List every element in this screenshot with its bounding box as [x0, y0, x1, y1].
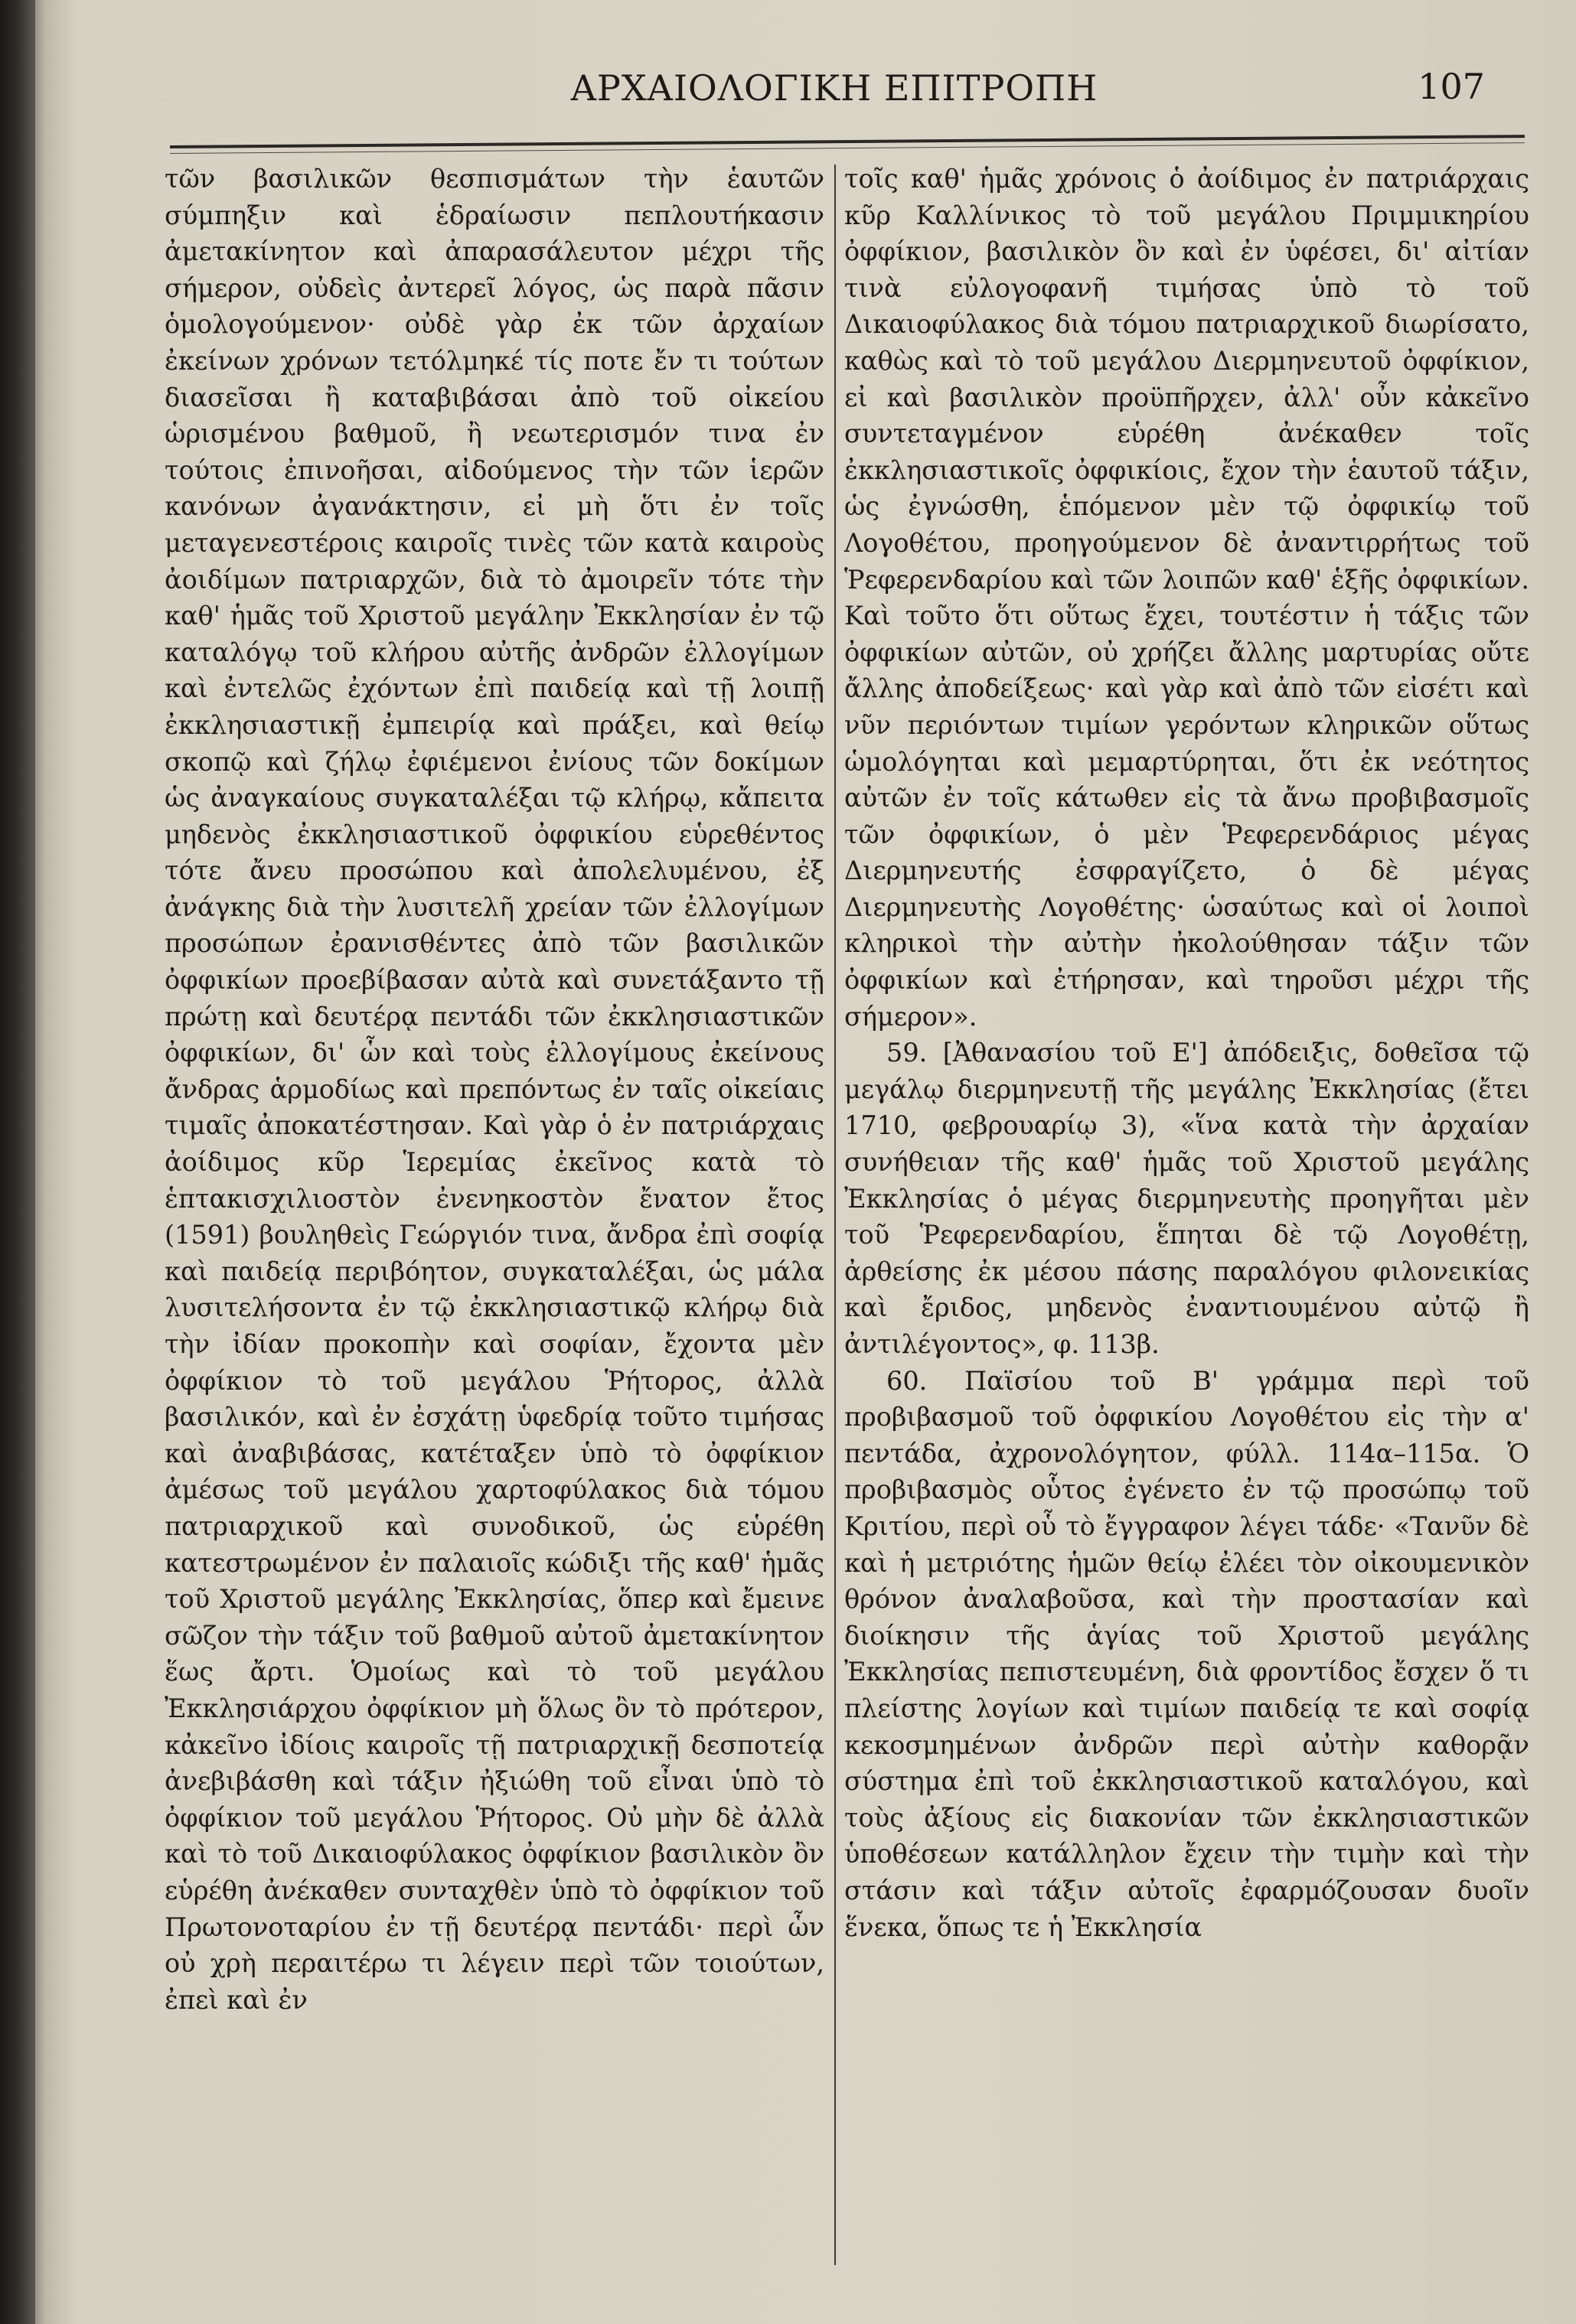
entry-59: 59. [Ἀθανασίου τοῦ Ε'] ἀπόδειξις, δοθεῖσα τῷ μεγάλῳ διερμηνευτῇ τῆς μεγάλης Ἐκκλησίας (ἔτει 1710, φεβρουαρίῳ 3), «ἵνα κατὰ τὴν ἀρχαίαν συνήθειαν τῆς καθ' ἡμᾶς τοῦ Χριστοῦ μεγάλης Ἐκκλησίας ὁ μέγας διερμηνευτὴς προηγῆται μὲν τοῦ Ῥεφερενδαρίου, ἕπηται δὲ τῷ Λογοθέτῃ, ἀρθείσης ἐκ μέσου πάσης παραλόγου φιλονεικίας καὶ ἔριδος, μηδενὸς ἐναντιουμένου αὐτῷ ἢ ἀντιλέγοντος», φ. 113β.: [844, 1038, 1529, 1359]
right-paragraph-continuation: τοῖς καθ' ἡμᾶς χρόνοις ὁ ἀοίδιμος ἐν πατριάρχαις κῦρ Καλλίνικος τὸ τοῦ μεγάλου Πριμμικηρίου ὀφφίκιον, βασιλικὸν ὂν καὶ ἐν ὑφέσει, δι' αἰτίαν τινὰ εὐλογοφανῆ τιμήσας ὑπὸ τὸ τοῦ Δικαιοφύλακος διὰ τόμου πατριαρχικοῦ διωρίσατο, καθὼς καὶ τὸ τοῦ μεγάλου Διερμηνευτοῦ ὀφφίκιον, εἰ καὶ βασιλικὸν προϋπῆρχεν, ἀλλ' οὖν κἀκεῖνο συντεταγμένον εὑρέθη ἀνέκαθεν τοῖς ἐκκλησιαστικοῖς ὀφφικίοις, ἔχον τὴν ἑαυτοῦ τάξιν, ὡς ἐγνώσθη, ἑπόμενον μὲν τῷ ὀφφικίῳ τοῦ Λογοθέτου, προηγούμενον δὲ ἀναντιρρήτως τοῦ Ῥεφερενδαρίου καὶ τῶν λοιπῶν καθ' ἑξῆς ὀφφικίων. Καὶ τοῦτο ὅτι οὕτως ἔχει, τουτέστιν ἡ τάξις τῶν ὀφφικίων αὐτῶν, οὐ χρήζει ἄλλης μαρτυρίας οὔτε ἄλλης ἀποδείξεως· καὶ γὰρ καὶ ἀπὸ τῶν εἰσέτι καὶ νῦν περιόντων τιμίων γερόντων κληρικῶν οὕτως ὡμολόγηται καὶ μεμαρτύρηται, ὅτι ἐκ νεότητος αὐτῶν ἐν τοῖς κάτωθεν εἰς τὰ ἄνω προβιβασμοῖς τῶν ὀφφικίων, ὁ μὲν Ῥεφερενδάριος μέγας Διερμηνευτής ἐσφραγίζετο, ὁ δὲ μέγας Διερμηνευτὴς Λογοθέτης· ὡσαύτως καὶ οἱ λοιποὶ κληρικοὶ τὴν αὐτὴν ἠκολούθησαν τάξιν τῶν ὀφφικίων καὶ ἐτήρησαν, καὶ τηροῦσι μέχρι τῆς σήμερον».: [844, 164, 1529, 1032]
right-column: [844, 161, 1529, 2303]
page-number: 107: [1418, 66, 1485, 107]
left-column-text: τῶν βασιλικῶν θεσπισμάτων τὴν ἑαυτῶν σύμπηξιν καὶ ἑδραίωσιν πεπλουτήκασιν ἀμετακίνητον καὶ ἀπαρασάλευτον μέχρι τῆς σήμερον, οὐδεὶς ἀντερεῖ λόγος, ὡς παρὰ πᾶσιν ὁμολογούμενον· οὐδὲ γὰρ ἐκ τῶν ἀρχαίων ἐκείνων χρόνων τετόλμηκέ τίς ποτε ἔν τι τούτων διασεῖσαι ἢ καταβιβάσαι ἀπὸ τοῦ οἰκείου ὡρισμένου βαθμοῦ, ἢ νεωτερισμόν τινα ἐν τούτοις ἐπινοῆσαι, αἰδούμενος τὴν τῶν ἱερῶν κανόνων ἀγανάκτησιν, εἰ μὴ ὅτι ἐν τοῖς μεταγενεστέροις καιροῖς τινὲς τῶν κατὰ καιροὺς ἀοιδίμων πατριαρχῶν, διὰ τὸ ἀμοιρεῖν τότε τὴν καθ' ἡμᾶς τοῦ Χριστοῦ μεγάλην Ἐκκλησίαν ἐν τῷ καταλόγῳ τοῦ κλήρου αὐτῆς ἀνδρῶν ἐλλογίμων καὶ ἐντελῶς ἐχόντων ἐπὶ παιδείᾳ καὶ τῇ λοιπῇ ἐκκλησιαστικῇ ἐμπειρίᾳ καὶ πράξει, καὶ θείῳ σκοπῷ καὶ ζήλῳ ἐφιέμενοι ἐνίους τῶν δοκίμων ὡς ἀναγκαίους συγκαταλέξαι τῷ κλήρῳ, κἄπειτα μηδενὸς ἐκκλησιαστικοῦ ὀφφικίου εὑρεθέντος τότε ἄνευ προσώπου καὶ ἀπολελυμένου, ἐξ ἀνάγκης διὰ τὴν λυσιτελῆ χρείαν τῶν ἐλλογίμων προσώπων ἐρανισθέντες ἀπὸ τῶν βασιλικῶν ὀφφικίων προεβίβασαν αὐτὰ καὶ συνετάξαντο τῇ πρώτῃ καὶ δευτέρᾳ πεντάδι τῶν ἐκκλησιαστικῶν ὀφφικίων, δι' ὧν καὶ τοὺς ἐλλογίμους ἐκείνους ἄνδρας ἁρμοδίως καὶ πρεπόντως ἐν ταῖς οἰκείαις τιμαῖς ἀποκατέστησαν. Καὶ γὰρ ὁ ἐν πατριάρχαις ἀοίδιμος κῦρ Ἱερεμίας ἐκεῖνος κατὰ τὸ ἑπτακισχιλιοστὸν ἐνενηκοστὸν ἔνατον ἔτος (1591) βουληθεὶς Γεώργιόν τινα, ἄνδρα ἐπὶ σοφίᾳ καὶ παιδείᾳ περιβόητον, συγκαταλέξαι, ὡς μάλα λυσιτελήσοντα ἐν τῷ ἐκκλησιαστικῷ κλήρῳ διὰ τὴν ἰδίαν προκοπὴν καὶ σοφίαν, ἔχοντα μὲν ὀφφίκιον τὸ τοῦ μεγάλου Ῥήτορος, ἀλλὰ βασιλικόν, καὶ ἐν ἐσχάτῃ ὑφεδρίᾳ τοῦτο τιμήσας καὶ ἀναβιβάσας, κατέταξεν ὑπὸ τὸ ὀφφίκιον ἀμέσως τοῦ μεγάλου χαρτοφύλακος διὰ τόμου πατριαρχικοῦ καὶ συνοδικοῦ, ὡς εὑρέθη κατεστρωμένον ἐν παλαιοῖς κώδιξι τῆς καθ' ἡμᾶς τοῦ Χριστοῦ μεγάλης Ἐκκλησίας, ὅπερ καὶ ἔμεινε σῶζον τὴν τάξιν τοῦ βαθμοῦ αὐτοῦ ἀμετακίνητον ἕως ἄρτι. Ὁμοίως καὶ τὸ τοῦ μεγάλου Ἐκκλησιάρχου ὀφφίκιον μὴ ὅλως ὂν τὸ πρότερον, κἀκεῖνο ἰδίοις καιροῖς τῇ πατριαρχικῇ δεσποτείᾳ ἀνεβιβάσθη καὶ τάξιν ἠξιώθη τοῦ εἶναι ὑπὸ τὸ ὀφφίκιον τοῦ μεγάλου Ῥήτορος. Οὐ μὴν δὲ ἀλλὰ καὶ τὸ τοῦ Δικαιοφύλακος ὀφφίκιον βασιλικὸν ὂν εὑρέθη ἀνέκαθεν συνταχθὲν ὑπὸ τὸ ὀφφίκιον τοῦ Πρωτονοταρίου ἐν τῇ δευτέρᾳ πεντάδι· περὶ ὧν οὐ χρὴ περαιτέρω τι λέγειν περὶ τῶν τοιούτων, ἐπεὶ καὶ ἐν: [165, 164, 824, 2015]
left-column: [165, 161, 824, 2303]
running-title: ΑΡΧΑΙΟΛΟΓΙΚΗ ΕΠΙΤΡΟΠΗ: [570, 67, 1098, 109]
book-spine-shadow: [0, 0, 35, 2324]
entry-60: 60. Παϊσίου τοῦ Β' γράμμα περὶ τοῦ προβιβασμοῦ τοῦ ὀφφικίου Λογοθέτου εἰς τὴν α' πεντάδα, ἀχρονολόγητον, φύλλ. 114α–115α. Ὁ προβιβασμὸς οὗτος ἐγένετο ἐν τῷ προσώπῳ τοῦ Κριτίου, περὶ οὗ τὸ ἔγγραφον λέγει τάδε· «Τανῦν δὲ καὶ ἡ μετριότης ἡμῶν θείῳ ἐλέει τὸν οἰκουμενικὸν θρόνον ἀναλαβοῦσα, καὶ τὴν προστασίαν καὶ διοίκησιν τῆς ἁγίας τοῦ Χριστοῦ μεγάλης Ἐκκλησίας πεπιστευμένη, διὰ φροντίδος ἔσχεν ὅ τι πλείστης λογίων καὶ τιμίων παιδείᾳ τε καὶ σοφίᾳ κεκοσμημένων ἀνδρῶν περὶ αὐτὴν καθορᾷν σύστημα ἐπὶ τοῦ ἐκκλησιαστικοῦ καταλόγου, καὶ τοὺς ἀξίους εἰς διακονίαν τῶν ἐκκλησιαστικῶν ὑποθέσεων κατάλληλον ἔχειν τὴν τιμὴν καὶ τὴν στάσιν καὶ τάξιν αὐτοῖς ἐφαρμόζουσαν δυοῖν ἕνεκα, ὅπως τε ἡ Ἐκκλησία: [844, 1365, 1529, 1942]
column-divider: [834, 165, 836, 2265]
header-rule: [170, 135, 1525, 148]
